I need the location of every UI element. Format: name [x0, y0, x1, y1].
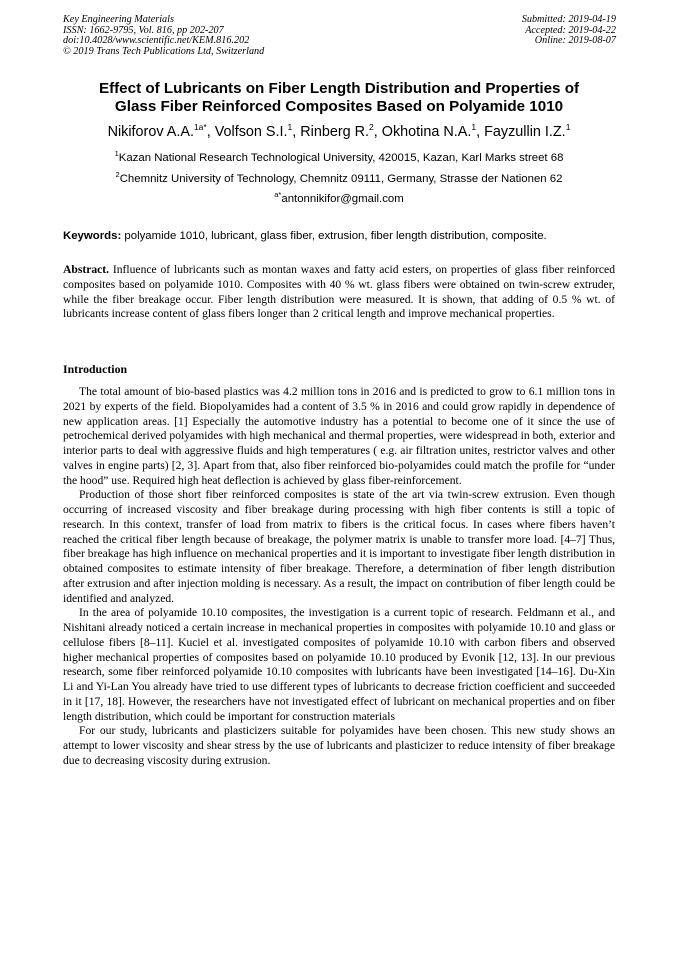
- author-name: Okhotina N.A.: [381, 124, 472, 140]
- issn-line: ISSN: 1662-9795, Vol. 816, pp 202-207: [63, 24, 224, 36]
- keywords-label: Keywords:: [63, 230, 122, 242]
- email-address[interactable]: antonnikifor@gmail.com: [281, 193, 404, 205]
- intro-paragraph: In the area of polyamide 10.10 composites, the investigation is a current topic of research. Feldmann et al., and Nishitani already noticed a certain increase in mechanical properties in composites with polyamide 10.10 and glass or cellulose fibers [8–11]. Kuciel et al. investigated composites of polyamide 10.10 with carbon fibers and observed higher mechanical properties of composites based on polyamide 10.10 produced by Evonik [12, 13]. In our previous research, some fiber reinforced polyamide 10.10 composites with lubricants have been investigated [14–16]. Du-Xin Li and Yi-Lan You already have tried to use different types of lubricants to decrease friction coefficient and succeeded in it [17, 18]. However, the researchers have not investigated effect of lubricant on mechanical properties and on fiber length distribution, which could be important for construction materials: [63, 606, 615, 723]
- contact-email: [0, 190, 678, 205]
- author-sep: ,: [292, 124, 301, 140]
- intro-paragraph: For our study, lubricants and plasticizers suitable for polyamides have been chosen. This new study shows an attempt to lower viscosity and shear stress by the use of lubricants and plasticizer to reduce intensity of fiber breakage due to decreasing viscosity during extrusion.: [63, 724, 615, 767]
- author-sup: 1: [287, 122, 293, 133]
- keywords: [63, 230, 615, 242]
- journal-info: [63, 15, 264, 57]
- author-name: Nikiforov A.A.: [107, 124, 194, 140]
- copyright-line: © 2019 Trans Tech Publications Ltd, Switzerland: [63, 45, 265, 57]
- affiliation-text: Chemnitz University of Technology, Chemnitz 09111, Germany, Strasse der Nationen 62: [119, 173, 563, 185]
- author-name: Fayzullin I.Z.: [484, 124, 566, 140]
- author-sup: 1a*: [193, 122, 207, 133]
- doi-line: doi:10.4028/www.scientific.net/KEM.816.202: [63, 35, 250, 47]
- email-sup: a*: [274, 190, 282, 200]
- keywords-text: polyamide 1010, lubricant, glass fiber, extrusion, fiber length distribution, composite.: [121, 230, 547, 242]
- affiliation-text: Kazan National Research Technological University, 420015, Kazan, Karl Marks street 68: [118, 152, 564, 164]
- abstract: [63, 263, 615, 322]
- intro-paragraph: Production of those short fiber reinforced composites is state of the art via twin-screw extrusion. Even though occurring of increased viscosity and fiber breakage during processing with high fiber contents is still a topic of research. In this context, transfer of load from matrix to fibers is the critical focus. In cases where fibers haven’t reached the critical fiber length because of breakage, the polymer matrix is unable to transfer more load. [4–7] Thus, fiber breakage has high influence on mechanical properties and it is important to investigate fiber length distribution in obtained composites to estimate intensity of fiber breakage. Therefore, a determination of fiber length distribution after extrusion and after injection molding is necessary. As a result, the impact on contribution of fiber length could be identified and analyzed.: [63, 488, 615, 605]
- intro-paragraph: The total amount of bio-based plastics was 4.2 million tons in 2016 and is predicted to grow to 6.1 million tons in 2021 by experts of the field. Biopolyamides had a content of 3.5 % in 2016 and could grow rapidly in dependence of new application areas. [1] Especially the automotive industry has a potential to become one of it since the use of petrochemical derived polyamides with high mechanical and thermal properties, were widespread in both, exterior and interior parts to deal with aggressive fluids and high temperatures ( e.g. air filtration unites, restrictor valves and other valves in engine parts) [2, 3]. Apart from that, also fiber reinforced bio-polyamides could match the profile for “under the hood” use. Required high heat deflection is achieved by glass fiber-reinforcement.: [63, 385, 615, 487]
- author-sep: ,: [476, 124, 485, 140]
- author-sup: 2: [369, 122, 374, 133]
- affiliation-sup: 2: [115, 170, 120, 180]
- author-name: Rinberg R.: [300, 124, 370, 140]
- title-line-2: Glass Fiber Reinforced Composites Based on Polyamide 1010: [114, 98, 564, 115]
- abstract-label: Abstract.: [63, 263, 110, 276]
- author-sup: 1: [471, 122, 477, 133]
- affiliation-1: [0, 149, 678, 164]
- abstract-paragraph: [63, 263, 615, 322]
- author-sep: ,: [206, 124, 215, 140]
- author-sep: ,: [373, 124, 382, 140]
- title-line-1: Effect of Lubricants on Fiber Length Distribution and Properties of: [98, 80, 580, 97]
- accepted-date: Accepted: 2019-04-22: [525, 24, 616, 36]
- author-name: Volfson S.I.: [214, 124, 288, 140]
- submitted-date: Submitted: 2019-04-19: [521, 14, 616, 25]
- introduction-heading: Introduction: [63, 362, 128, 376]
- paper-title: [50, 80, 628, 116]
- affiliation-sup: 1: [114, 149, 119, 159]
- abstract-text: Influence of lubricants such as montan waxes and fatty acid esters, on properties of glass fiber reinforced composites based on polyamide 1010. Composites with 40 % wt. glass fibers were obtained on twin-screw extruder, while the fiber breakage occur. Fiber length distribution were measured. It is shown, that adding of 0.5 % wt. of lubricants increase content of glass fibers longer than 2 critical length and improve mechanical properties.: [63, 263, 615, 321]
- affiliation-2: [0, 170, 678, 185]
- introduction-body: [63, 385, 615, 769]
- journal-name: Key Engineering Materials: [63, 14, 174, 25]
- author-list: [0, 124, 678, 140]
- publication-dates: [522, 15, 616, 47]
- online-date: Online: 2019-08-07: [534, 35, 616, 47]
- author-sup: 1: [565, 122, 571, 133]
